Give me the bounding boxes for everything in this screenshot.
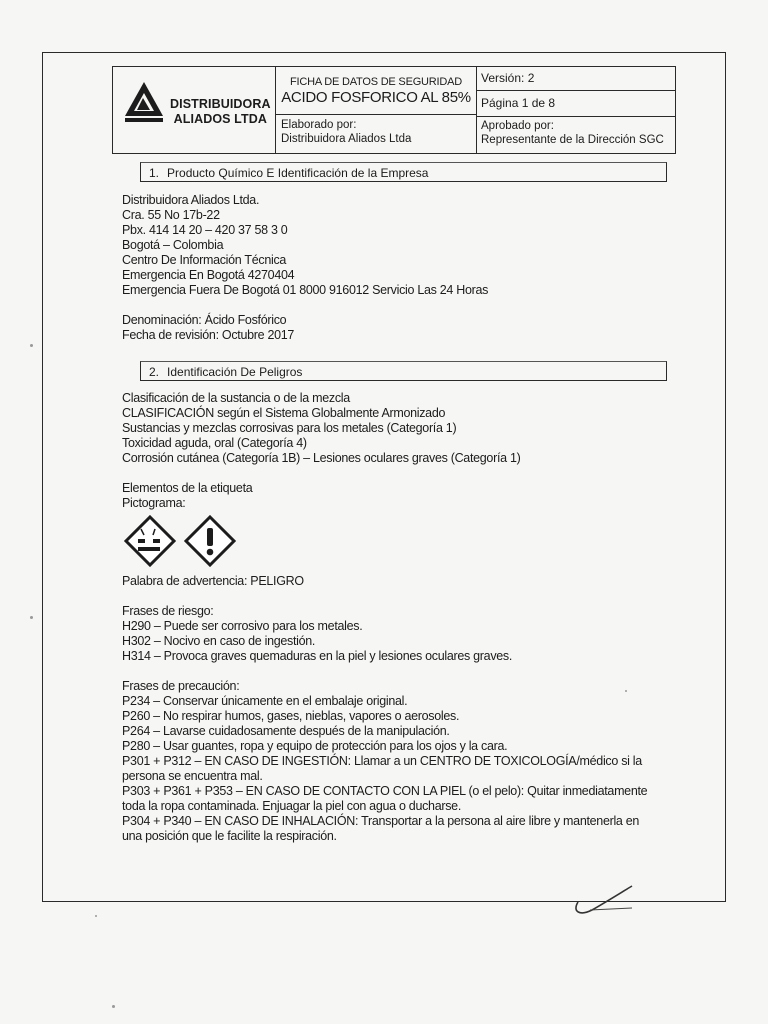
frase-precaucion: P304 + P340 – EN CASO DE INHALACIÓN: Transportar a la persona al aire libre y mantenerla en una posición que le facilite la respiración.: [122, 814, 640, 843]
elementos-label: Elementos de la etiqueta: [122, 481, 253, 495]
doc-type: FICHA DE DATOS DE SEGURIDAD: [289, 76, 463, 88]
elaborado-value: Distribuidora Aliados Ltda: [281, 133, 412, 145]
clasificacion-block: [122, 391, 520, 511]
emergency-bogota-line: Emergencia En Bogotá 4270404: [122, 268, 295, 282]
company-name: DISTRIBUIDORA ALIADOS LTDA: [170, 97, 271, 126]
scan-speck: [30, 616, 33, 619]
company-logo-icon: [123, 80, 165, 124]
section-1-heading: 1. Producto Químico E Identificación de la Empresa: [140, 162, 667, 182]
logo-cell: [113, 67, 276, 153]
palabra-advertencia: Palabra de advertencia: PELIGRO: [122, 574, 304, 588]
emergency-national-line: Emergencia Fuera De Bogotá 01 8000 916012 Servicio Las 24 Horas: [122, 283, 489, 297]
product-title: ACIDO FOSFORICO AL 85%: [281, 89, 471, 106]
clasificacion-line: Toxicidad aguda, oral (Categoría 4): [122, 436, 307, 450]
aprobado-value: Representante de la Dirección SGC: [481, 134, 664, 146]
frase-precaucion: P280 – Usar guantes, ropa y equipo de protección para los ojos y la cara.: [122, 739, 508, 753]
frase-precaucion: P301 + P312 – EN CASO DE INGESTIÓN: Llamar a un CENTRO DE TOXICOLOGÍA/médico si la persona se encuentra mal.: [122, 754, 642, 783]
address-line: Cra. 55 No 17b-22: [122, 208, 220, 222]
pictograma-label: Pictograma:: [122, 496, 186, 510]
frases-riesgo-title: Frases de riesgo:: [122, 604, 214, 618]
clasificacion-line: Clasificación de la sustancia o de la mezcla: [122, 391, 350, 405]
info-center-line: Centro De Información Técnica: [122, 253, 287, 267]
section-2-heading: 2. Identificación De Peligros: [140, 361, 667, 381]
section-1-body: [122, 193, 488, 343]
frases-block: [122, 574, 662, 844]
frase-precaucion: P303 + P361 + P353 – EN CASO DE CONTACTO CON LA PIEL (o el pelo): Quitar inmediatamente toda la ropa contaminada. Enjuagar la piel con agua o ducharse.: [122, 784, 648, 813]
elaborado-label: Elaborado por:: [281, 119, 357, 131]
frases-precaucion-title: Frases de precaución:: [122, 679, 240, 693]
elaborado-cell: [276, 115, 477, 153]
frase-precaucion: P234 – Conservar únicamente en el embalaje original.: [122, 694, 408, 708]
exclamation-pictogram-icon: [186, 517, 234, 565]
frase-riesgo: H302 – Nocivo en caso de ingestión.: [122, 634, 316, 648]
frase-riesgo: H314 – Provoca graves quemaduras en la piel y lesiones oculares graves.: [122, 649, 513, 663]
city-line: Bogotá – Colombia: [122, 238, 224, 252]
phone-line: Pbx. 414 14 20 – 420 37 58 3 0: [122, 223, 288, 237]
fecha-revision: Fecha de revisión: Octubre 2017: [122, 328, 295, 342]
scan-speck: [112, 1005, 115, 1008]
clasificacion-line: Sustancias y mezclas corrosivas para los metales (Categoría 1): [122, 421, 457, 435]
aprobado-label: Aprobado por:: [481, 120, 554, 132]
company-line: Distribuidora Aliados Ltda.: [122, 193, 260, 207]
corrosive-pictogram-icon: [126, 517, 174, 565]
clasificacion-line: CLASIFICACIÓN según el Sistema Globalmente Armonizado: [122, 406, 446, 420]
hazard-pictograms: [124, 515, 244, 567]
handwritten-checkmark-icon: [570, 880, 640, 920]
aprobado-cell: [477, 117, 675, 153]
clasificacion-line: Corrosión cutánea (Categoría 1B) – Lesiones oculares graves (Categoría 1): [122, 451, 521, 465]
page-number: Página 1 de 8: [477, 91, 675, 117]
denominacion: Denominación: Ácido Fosfórico: [122, 313, 287, 327]
scan-speck: [625, 690, 627, 692]
version: Versión: 2: [477, 67, 675, 91]
title-cell: [276, 67, 477, 115]
frase-precaucion: P264 – Lavarse cuidadosamente después de la manipulación.: [122, 724, 450, 738]
frase-riesgo: H290 – Puede ser corrosivo para los metales.: [122, 619, 363, 633]
frase-precaucion: P260 – No respirar humos, gases, nieblas, vapores o aerosoles.: [122, 709, 460, 723]
scan-speck: [30, 344, 33, 347]
scan-speck: [95, 915, 97, 917]
document-header: [112, 66, 676, 154]
